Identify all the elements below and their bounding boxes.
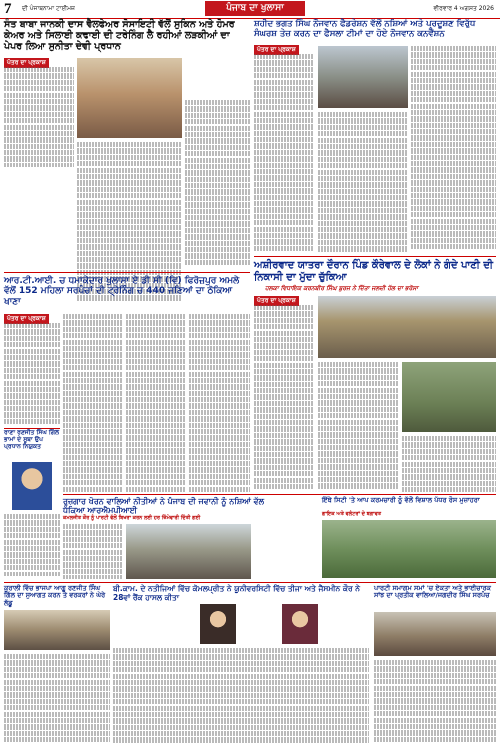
- story6-headline: ਰੁਜ਼ਗਾਰ ਖੋਰਨ ਵਾਲਿਆਂ ਨੀਤੀਆਂ ਨੇ ਪੰਜਾਬ ਦੀ ਜਵਾਨੀ ਨੂੰ ਨਸ਼ਿਆਂ ਵੱਲ ਧੱਕਿਆ ਆਰਐਮਪੀਆਈ: [63, 497, 265, 516]
- story1-headline: ਸੰਤ ਬਾਬਾ ਜਾਨਕੀ ਦਾਸ ਵੈਲਫੇਅਰ ਸੋਸਾਇਟੀ ਵੱਲੋਂ ਸੁਕਿਨ ਅਤੇ ਹੋਮਰ ਕੇਅਰ ਅਤੇ ਸਿਲਾਈ ਕਢਾਈ ਦੀ ਟਰੇਨਿੰਗ ਲੈ ਰਹੀਆਂ ਲੜਕੀਆਂ ਦਾ ਪੇਪਰ ਲਿਆ ਸੁਨੀਤਾ ਦੇਵੀ ਪ੍ਰਧਾਨ: [4, 19, 235, 52]
- publication-name: ਦੀ ਪੰਜਾਬਨਾਮਾ ਟਾਈਮਜ਼: [22, 5, 75, 12]
- story4-photo-group: [318, 296, 496, 358]
- story3-body-col1: [4, 323, 60, 425]
- story6-subheadline: ਕਮਲਜੀਤ ਕੌਰ ਨੂੰ ਪਾਰਟੀ ਵੱਲੋਂ ਬਿਖਰਾ ਕਰਨ ਲਈ ਹਰ ਜ਼ਿੰਮੇਵਾਰੀ ਦਿੱਤੀ ਗਈ: [63, 515, 201, 521]
- story4-byline: ਪੱਤਰ ਦਾ ਪ੍ਰਕਾਸ਼: [254, 296, 299, 306]
- story4-body-col1: [254, 305, 314, 493]
- story8-headline: ਬੀ.ਕਾਮ. ਦੇ ਨਤੀਜਿਆਂ ਵਿੱਚ ਕੋਮਲਪ੍ਰੀਤ ਨੇ ਯੂਨੀਵਰਸਿਟੀ ਵਿੱਚ ਤੀਜਾ ਅਤੇ ਜੈਸਮੀਨ ਕੌਰ ਨੇ 28ਵਾਂ ਰੈਂਕ ਹਾਸਲ ਕੀਤਾ: [113, 584, 360, 602]
- story3-body-col2: [63, 314, 123, 492]
- story3-body-col3: [126, 314, 186, 492]
- story7-photo: [322, 520, 496, 578]
- story8-portrait-1: [200, 604, 236, 644]
- story1-byline: ਪੱਤਰ ਦਾ ਪ੍ਰਕਾਸ਼: [4, 58, 49, 68]
- story9-photo: [4, 610, 110, 650]
- story10-headline: ਪਾਰਟੀ ਸਮਾਗਮ ਸਮਾਂ 'ਚ ਏਕਤਾ ਅਤੇ ਭਾਈਚਾਰਕ ਸਾਂਝ ਦਾ ਪ੍ਰਤੀਕ ਵਾਲਿਆ/ਜਗਦੀਰ ਸਿੰਘ ਸਰਪੰਚ: [374, 584, 491, 600]
- story2-photo: [318, 46, 408, 108]
- story5-headline: ਰਾਣਾ ਰਣਜੀਤ ਸਿੰਘ ਗਿੱਲ ਭਾਮਾਂ ਦੇ ਸੂਬਾ ਉਪ ਪ੍ਰਧਾਨ ਨਿਯੁਕਤ: [4, 429, 60, 450]
- story3-byline: ਪੱਤਰ ਦਾ ਪ੍ਰਕਾਸ਼: [4, 314, 49, 324]
- story3-headline: ਆਰ.ਟੀ.ਆਈ. ਚ ਧਮਾਕੇਦਾਰ ਖੁਲਾਸਾ ਏ ਡੀ ਸੀ (ਵਿ) ਫਿਰੋਜ਼ਪੁਰ ਅਮਲੇ ਵੱਲੋਂ 152 ਮਹਿਲਾ ਸਰਪੰਚਾਂ ਦੀ ਟ੍ਰੇਨਿੰਗ ਚ 440 ਜਣਿਆਂ ਦਾ ਠੋਕਿਆ ਖਾਣਾ: [4, 276, 240, 307]
- story2-body-col1: [254, 54, 314, 254]
- story2-body-col2: [318, 112, 408, 252]
- story7-subheadline: ਗਾਇਕ ਅਤੇ ਵਲੰਟਰਾਂ ਦੇ ਬਗਾਵਤ: [322, 511, 382, 517]
- story6-body-col2: [63, 524, 123, 579]
- section-masthead: ਪੰਜਾਬ ਦਾ ਖੁਲਾਸਾ: [205, 1, 305, 16]
- divider: [4, 272, 250, 273]
- story1-photo: [77, 58, 182, 138]
- story4-body-col3: [402, 436, 496, 492]
- story3-body-col4: [189, 314, 250, 492]
- story5-portrait: [12, 462, 52, 510]
- divider: [254, 256, 496, 257]
- story1-body-col1: [4, 67, 74, 167]
- story4-body-col2: [318, 362, 398, 492]
- story2-body-col3: [411, 46, 496, 252]
- story6-photo: [126, 524, 251, 579]
- issue-date: ਵੀਰਵਾਰ 4 ਅਗਸਤ 2026: [433, 5, 494, 12]
- story9-body: [4, 654, 110, 744]
- story8-body: [113, 648, 369, 743]
- story7-headline: ਇੱਥੇ ਸਿਟੀ 'ਤੇ ਆਪ ਕਰਮਚਾਰੀ ਨੂੰ ਵੱਲੋਂ ਵਿਸ਼ਾਲ ਪੱਧਰ ਰੋਸ ਮੁਜ਼ਾਹਰਾ: [322, 496, 480, 504]
- page-number: 7: [4, 1, 12, 17]
- story4-photo-street: [402, 362, 496, 432]
- divider: [4, 582, 496, 583]
- story9-headline: ਕੁਰਾਲੀ ਵਿੱਚ ਭਾਜਪਾ ਆਗੂ ਰਣਜੀਤ ਸਿੰਘ ਗਿੱਲ ਦਾ ਸੁਆਗਤ ਕਰਨ ਤੇ ਵਰਕਰਾਂ ਨੇ ਘੇਰੇ ਲੱਡੂ: [4, 584, 106, 607]
- divider: [63, 494, 496, 495]
- story6-body-col1: [4, 514, 60, 576]
- story4-subheadline: ਹਲਕਾ ਵਿਧਾਇਕ ਕਰਨਬੀਰ ਸਿੰਘ ਬੁਰਜ ਨੇ ਦਿੱਤਾ ਜਲਦੀ ਹੱਲ ਦਾ ਭਰੋਸਾ: [265, 285, 419, 292]
- story4-headline: ਅਸ਼ੀਰਵਾਦ ਯਾਤਰਾ ਦੌਰਾਨ ਪਿੰਡ ਕੌਰੇਵਾਲ ਦੇ ਲੋਕਾਂ ਨੇ ਗੰਦੇ ਪਾਣੀ ਦੀ ਨਿਕਾਸੀ ਦਾ ਮੁੱਦਾ ਚੁੱਕਿਆ: [254, 260, 494, 283]
- story10-photo: [374, 612, 496, 656]
- story2-headline: ਸ਼ਹੀਦ ਭਗਤ ਸਿੰਘ ਨੌਜਵਾਨ ਫੈਡਰੇਸ਼ਨ ਵੱਲੋਂ ਨਸ਼ਿਆਂ ਅਤੇ ਪ੍ਰਦੂਸ਼ਣ ਵਿਰੁੱਧ ਸੰਘਰਸ਼ ਤੇਜ਼ ਕਰਨ ਦਾ ਫੈਸਲਾ ਟੀਮਾਂ ਦਾ ਹੋਏ ਨੌਜਵਾਨ ਕਨਵੈਂਸ਼ਨ: [254, 19, 476, 39]
- story10-body: [374, 660, 496, 744]
- story1-body-col3: [185, 100, 250, 268]
- story2-byline: ਪੱਤਰ ਦਾ ਪ੍ਰਕਾਸ਼: [254, 45, 299, 55]
- story8-portrait-2: [282, 604, 318, 644]
